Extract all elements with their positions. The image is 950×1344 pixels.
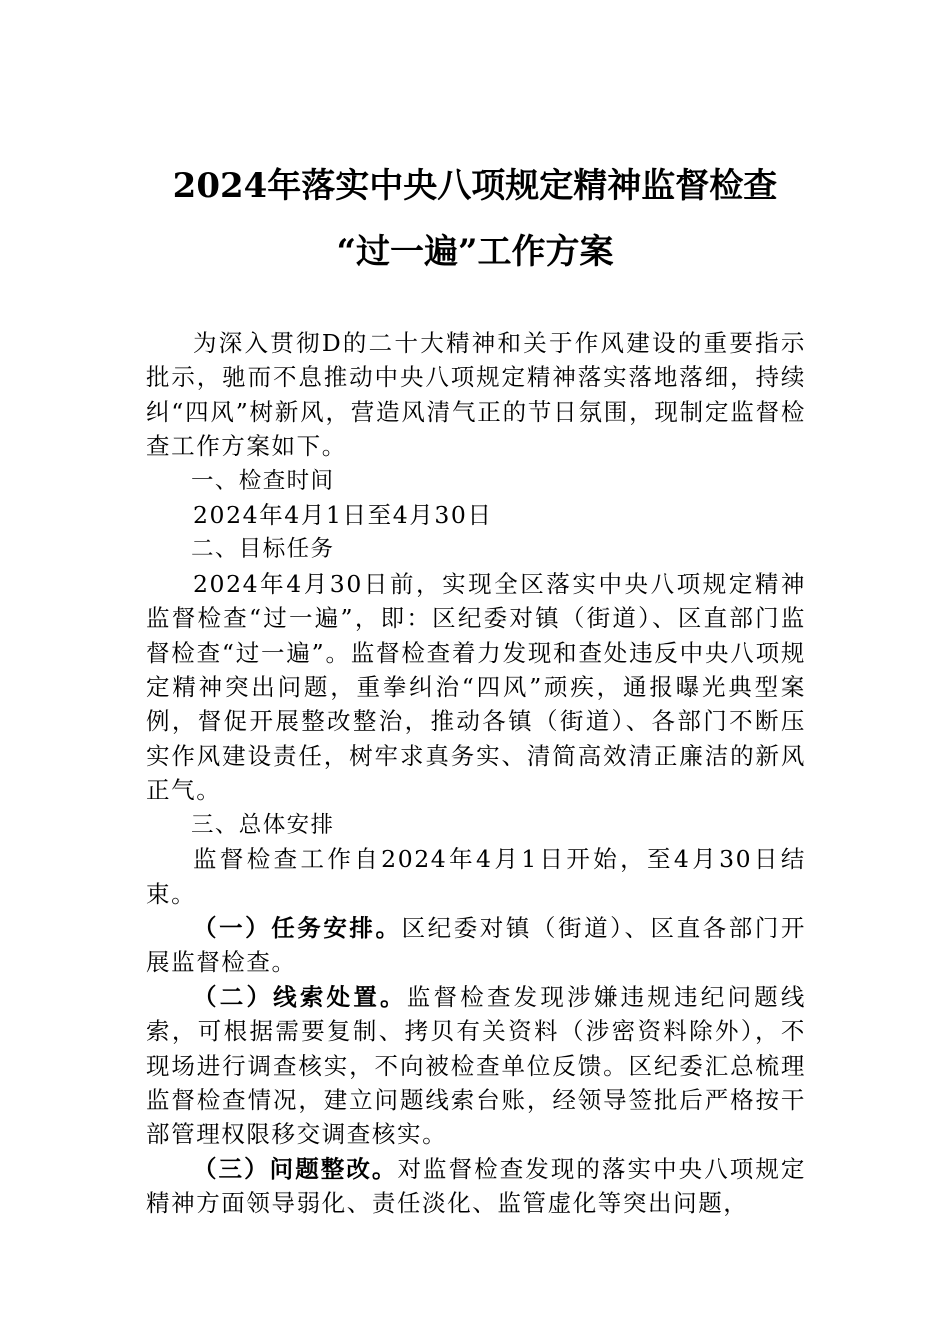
item-text-problem-rectification: 对监督检查发现的落实中央八项规定精神方面领导弱化、责任淡化、监管虚化等突出问题， bbox=[146, 1154, 806, 1218]
section-text-inspection-time: 2024年4月1日至4月30日 bbox=[193, 501, 493, 530]
item-text-clue-handling: 监督检查发现涉嫌违规违纪问题线索，可根据需要复制、拷贝有关资料（涉密资料除外），不现场进行调查核实，不向被检查单位反馈。区纪委汇总梳理监督检查情况，建立问题线索台账，经领导签批后严格按干部管理权限移交调查核实。 bbox=[146, 982, 806, 1149]
section-heading-goals: 二、目标任务 bbox=[191, 536, 335, 563]
section-text-arrangement: 监督检查工作自2024年4月1日开始，至4月30日结束。 bbox=[146, 845, 806, 908]
item-lead-clue-handling: （二）线索处置。 bbox=[193, 982, 407, 1011]
section-text-goals: 2024年4月30日前，实现全区落实中央八项规定精神监督检查“过一遍”，即：区纪委对镇（街道）、区直部门监督检查“过一遍”。监督检查着力发现和查处违反中央八项规定精神突出问题，重拳纠治“四风”顽疾，通报曝光典型案例，督促开展整改整治，推动各镇（街道）、各部门不断压实作风建设责任，树牢求真务实、清简高效清正廉洁的新风正气。 bbox=[146, 569, 806, 805]
item-text-task-arrangement: 区纪委对镇（街道）、区直各部门开展监督检查。 bbox=[146, 913, 806, 977]
document-body bbox=[146, 326, 806, 1221]
document-title-line1: 2024年落实中央八项规定精神监督检查 bbox=[172, 166, 778, 206]
section-heading-inspection-time: 一、检查时间 bbox=[191, 467, 335, 494]
item-lead-problem-rectification: （三）问题整改。 bbox=[193, 1154, 398, 1183]
item-problem-rectification bbox=[146, 1152, 806, 1221]
item-lead-task-arrangement: （一）任务安排。 bbox=[193, 913, 402, 942]
section-heading-arrangement: 三、总体安排 bbox=[191, 811, 335, 838]
document-title-line2: “过一遍”工作方案 bbox=[336, 232, 614, 272]
intro-paragraph: 为深入贯彻D的二十大精神和关于作风建设的重要指示批示，驰而不息推动中央八项规定精神落实落地落细，持续纠“四风”树新风，营造风清气正的节日氛围，现制定监督检查工作方案如下。 bbox=[146, 329, 806, 461]
item-clue-handling bbox=[146, 980, 806, 1152]
item-task-arrangement bbox=[146, 911, 806, 980]
